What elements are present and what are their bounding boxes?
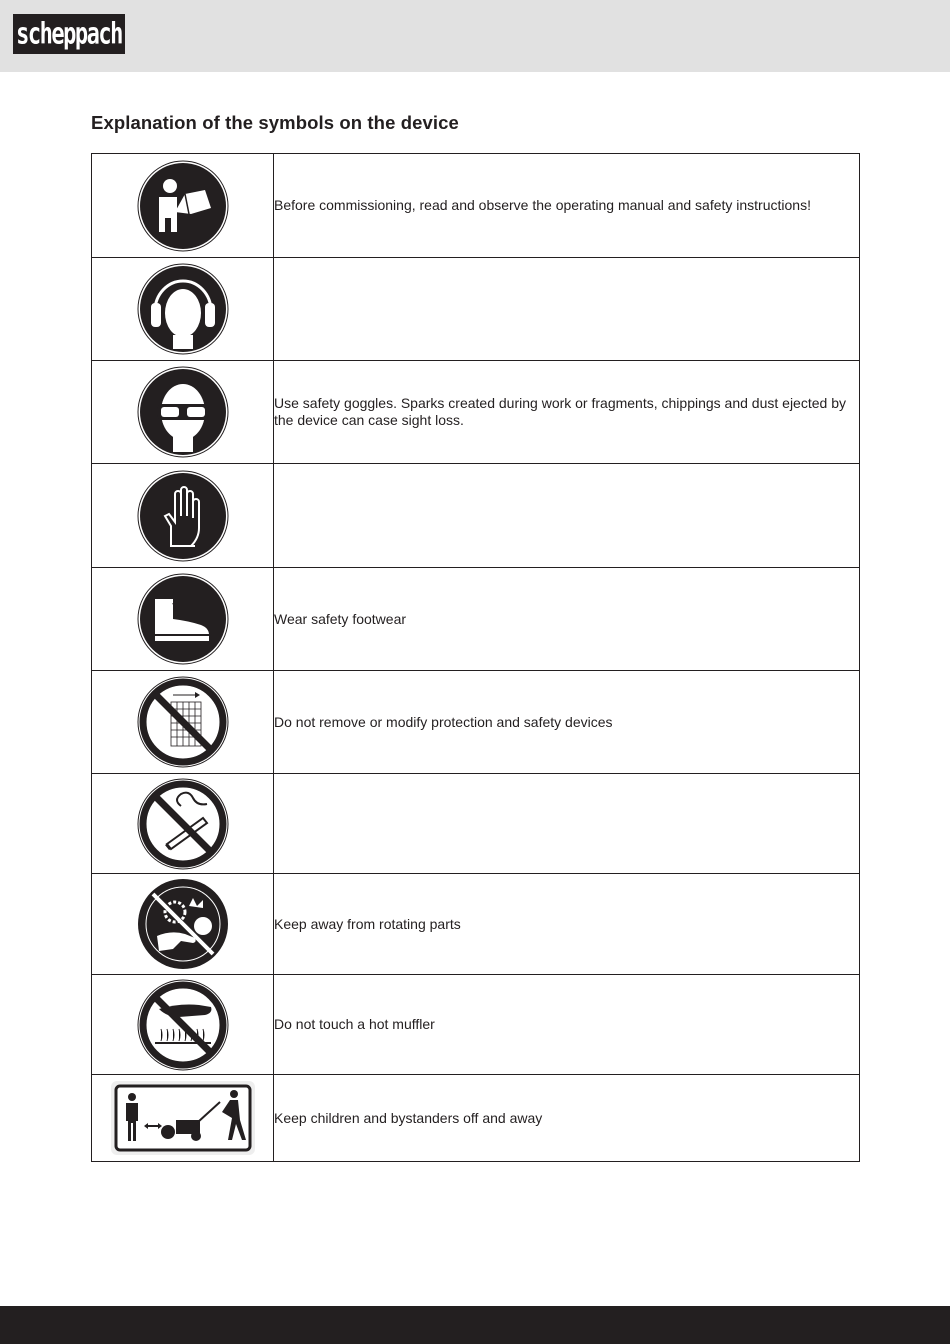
safety-goggles-icon [137,366,229,458]
page-footer [0,1306,950,1344]
table-row [92,671,860,774]
symbol-description [274,774,860,874]
symbol-description: Use safety goggles. Sparks created during work or fragments, chippings and dust ejected by the device can case sight loss. [274,361,860,464]
symbol-description: Keep away from rotating parts [274,874,860,975]
ear-protection-icon [137,263,229,355]
page-header [0,0,950,72]
symbol-description: Do not remove or modify protection and safety devices [274,671,860,774]
no-removing-guards-icon [137,676,229,768]
safety-gloves-icon [137,470,229,562]
symbol-description [274,464,860,568]
keep-bystanders-away-icon [110,1080,256,1156]
page-title: Explanation of the symbols on the device [91,112,459,133]
table-row [92,464,860,568]
symbols-table [91,153,860,1162]
symbol-description: Keep children and bystanders off and away [274,1075,860,1162]
table-row [92,154,860,258]
table-row [92,258,860,361]
symbol-description: Wear safety footwear [274,568,860,671]
symbol-description [274,258,860,361]
symbol-description: Do not touch a hot muffler [274,975,860,1075]
table-row [92,774,860,874]
read-manual-icon [137,160,229,252]
table-row [92,975,860,1075]
scheppach-logo: scheppach [13,14,125,54]
table-row [92,1075,860,1162]
rotating-parts-icon [137,878,229,970]
symbol-description: Before commissioning, read and observe the operating manual and safety instructions! [274,154,860,258]
table-row [92,874,860,975]
table-row [92,361,860,464]
no-smoking-icon [137,778,229,870]
safety-footwear-icon [137,573,229,665]
hot-muffler-icon [137,979,229,1071]
table-row [92,568,860,671]
